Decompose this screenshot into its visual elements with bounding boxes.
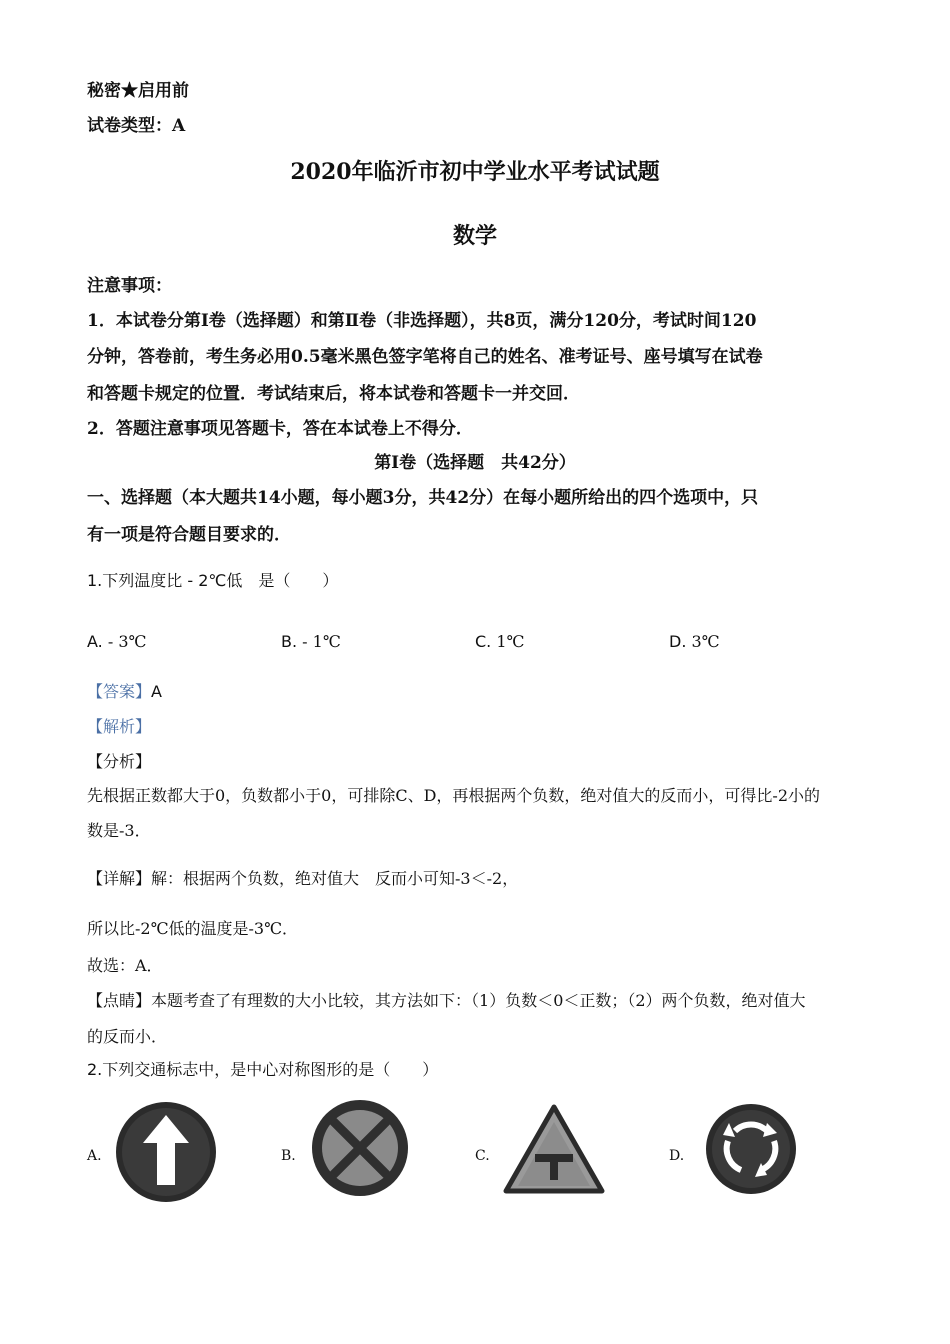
comment-tag: 【点睛】 — [87, 991, 152, 1010]
q2-option-b-label: B. — [281, 1148, 296, 1164]
arrow-up-sign-icon — [115, 1101, 217, 1203]
option-value: - 1℃ — [302, 632, 341, 651]
section-instructions-line1: 一、选择题（本大题共14小题，每小题3分，共42分）在每小题所给出的四个选项中，只 — [87, 488, 759, 508]
comment-text: 本题考查了有理数的大小比较，其方法如下：（1）负数＜0＜正数；（2）两个负数，绝对值大 — [151, 991, 806, 1010]
no-parking-sign-icon — [311, 1099, 409, 1197]
notes-item2: 2．答题注意事项见答题卡，答在本试卷上不得分． — [87, 419, 473, 439]
option-value: 3℃ — [691, 632, 720, 651]
section-title: 第Ⅰ卷（选择题 共42分） — [374, 453, 576, 473]
q2-option-c-label: C. — [475, 1148, 490, 1164]
option-label: B. — [281, 632, 298, 651]
q1-option-c — [475, 631, 524, 653]
choose-line: 故选：A． — [87, 956, 163, 975]
answer-value: A — [151, 682, 162, 701]
notes-item1-line3: 和答题卡规定的位置．考试结束后，将本试卷和答题卡一并交回． — [87, 384, 580, 404]
exam-title: 2020年临沂市初中学业水平考试试题 — [290, 159, 660, 185]
detail-tag: 【详解】 — [87, 869, 152, 888]
section-instructions-line2: 有一项是符合题目要求的． — [87, 525, 291, 545]
paper-type-label: 试卷类型：A — [87, 116, 186, 136]
q2-option-d-label: D. — [669, 1148, 685, 1164]
option-value: 1℃ — [496, 632, 525, 651]
option-label: C. — [475, 632, 492, 651]
answer-tag: 【答案】 — [87, 682, 152, 701]
fenxi-line1: 先根据正数都大于0，负数都小于0，可排除C、D，再根据两个负数，绝对值大的反而小，可得比-2小的 — [87, 786, 821, 805]
q1-option-a — [87, 631, 146, 653]
analysis-tag: 【解析】 — [87, 717, 152, 736]
notes-item1-line2: 分钟，答卷前，考生务必用0.5毫米黑色签字笔将自己的姓名、准考证号、座号填写在试卷 — [87, 347, 763, 367]
secret-label: 秘密★启用前 — [87, 81, 189, 101]
detail-text: 解：根据两个负数，绝对值大 反而小可知-3＜-2， — [151, 869, 519, 888]
q1-option-d — [669, 631, 720, 653]
q1-stem: 1.下列温度比 - 2℃低 是（ ） — [87, 571, 339, 590]
comment-line1 — [87, 990, 806, 1012]
notes-heading: 注意事项： — [87, 276, 172, 296]
fenxi-tag: 【分析】 — [87, 752, 152, 771]
option-label: A. — [87, 632, 103, 651]
q1-option-b — [281, 631, 341, 653]
comment-line2: 的反而小． — [87, 1027, 168, 1046]
q2-option-a-label: A. — [87, 1148, 102, 1164]
roundabout-sign-icon — [705, 1103, 797, 1195]
q2-stem: 2.下列交通标志中，是中心对称图形的是（ ） — [87, 1060, 439, 1079]
q1-answer — [87, 681, 162, 703]
detail-line1 — [87, 868, 518, 890]
fenxi-line2: 数是-3． — [87, 821, 151, 840]
t-junction-warning-sign-icon — [503, 1104, 605, 1194]
notes-item1-line1: 1．本试卷分第Ⅰ卷（选择题）和第Ⅱ卷（非选择题），共8页，满分120分，考试时间120 — [87, 311, 757, 331]
option-value: - 3℃ — [107, 632, 147, 651]
option-label: D. — [669, 632, 687, 651]
detail-line2: 所以比-2℃低的温度是-3℃． — [87, 919, 298, 938]
subject-title: 数学 — [452, 223, 497, 249]
